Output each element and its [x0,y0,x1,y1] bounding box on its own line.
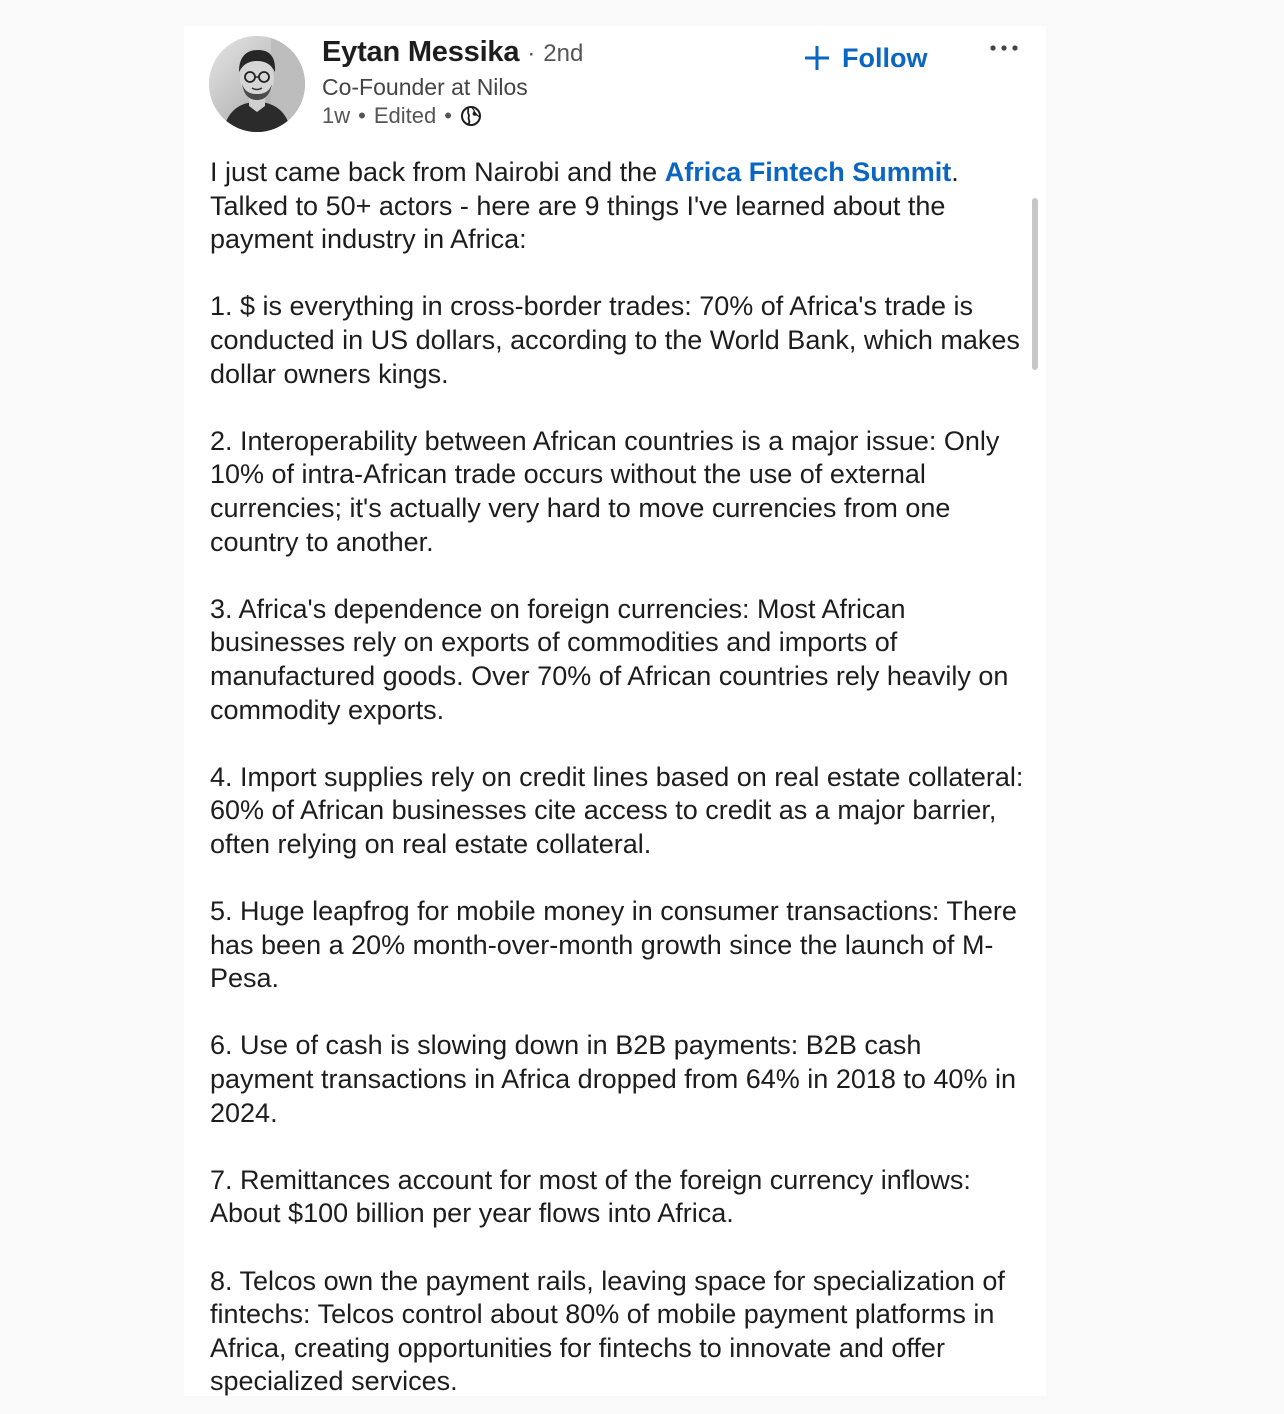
post-meta [322,102,482,130]
edited-label: Edited [373,103,437,128]
connection-degree: 2nd [543,40,584,67]
intro-text: I just came back from Nairobi and the [210,157,665,187]
scrollbar[interactable] [1032,198,1038,370]
degree-separator: · [527,40,536,67]
post-point: 4. Import supplies rely on credit lines based on real estate collateral: 60% of African businesses cite access to credit as a major barrier, often relying on real estate collateral. [210,761,1024,859]
globe-icon [460,105,482,127]
meta-separator: • [444,103,452,128]
plus-icon [804,45,830,71]
more-options-icon [989,44,1019,52]
post-intro [210,156,1030,257]
follow-label: Follow [842,42,928,73]
post-card [184,26,1046,1396]
post-point: 6. Use of cash is slowing down in B2B payments: B2B cash payment transactions in Africa dropped from 64% in 2018 to 40% in 2024. [210,1030,1016,1128]
follow-button[interactable] [804,38,927,78]
post-age: 1w [322,103,351,128]
post-point: 8. Telcos own the payment rails, leaving space for specialization of fintechs: Telcos control about 80% of mobile payment platforms in Africa, creating opportunities for fintechs to innovate and offer specialized services. [210,1265,1005,1396]
more-options-button[interactable] [984,36,1024,60]
author-name[interactable]: Eytan Messika [322,36,520,68]
author-headline: Co-Founder at Nilos [322,74,528,100]
avatar[interactable] [209,36,305,132]
post-text [210,156,1030,1396]
post-point: 3. Africa's dependence on foreign currencies: Most African businesses rely on exports of commodities and imports of manufactured goods. Over 70% of African countries rely heavily on commodity exports. [210,593,1009,725]
post-point: 1. $ is everything in cross-border trades: 70% of Africa's trade is conducted in US dollars, according to the World Bank, which makes dollar owners kings. [210,291,1020,389]
post-point: 2. Interoperability between African countries is a major issue: Only 10% of intra-African trade occurs without the use of external currencies; it's actually very hard to move currencies from one country to another. [210,425,1000,557]
intro-text-continued: . Talked to 50+ actors - here are 9 things I've learned about the payment industry in Africa: [210,157,959,255]
post-point: 7. Remittances account for most of the foreign currency inflows: About $100 billion per year flows into Africa. [210,1164,971,1229]
mention-link[interactable]: Africa Fintech Summit [664,157,952,187]
author-name-row [322,36,583,72]
meta-separator: • [358,103,366,128]
avatar-photo [209,36,305,132]
post-point: 5. Huge leapfrog for mobile money in consumer transactions: There has been a 20% month-over-month growth since the launch of M-Pesa. [210,896,1017,994]
